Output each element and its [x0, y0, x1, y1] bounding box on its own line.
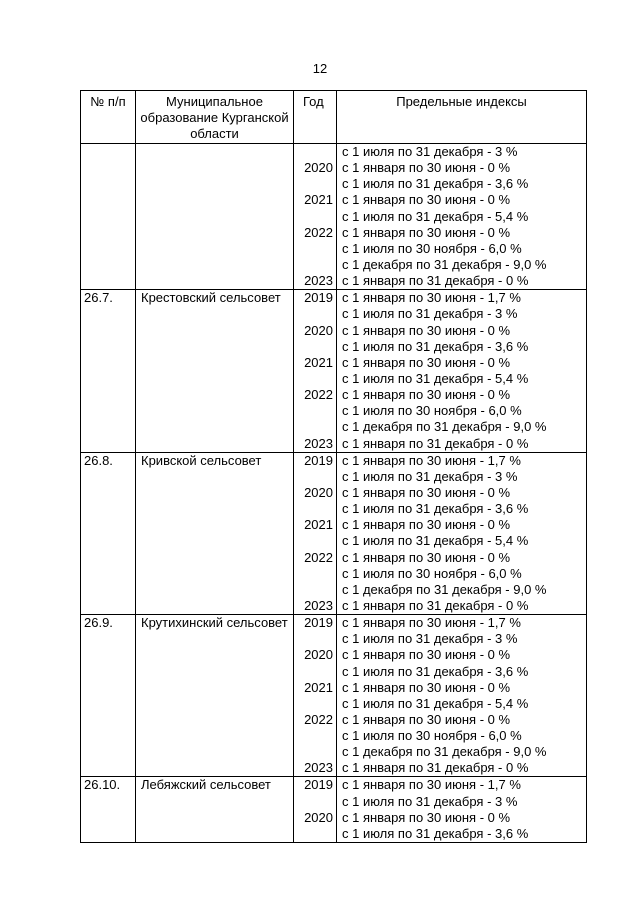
index-line: с 1 июля по 31 декабря - 5,4 %: [342, 370, 529, 386]
index-line: с 1 декабря по 31 декабря - 9,0 %: [342, 256, 547, 272]
index-line: с 1 июля по 31 декабря - 5,4 %: [342, 695, 529, 711]
header-limit-indices: Предельные индексы: [337, 91, 587, 144]
year-line: [294, 176, 333, 192]
index-line: с 1 июля по 30 ноября - 6,0 %: [342, 403, 522, 419]
index-line: с 1 января по 30 июня - 1,7 %: [342, 452, 521, 468]
index-line: с 1 января по 30 июня - 0 %: [342, 679, 511, 695]
year-line: [294, 339, 333, 355]
index-line: с 1 января по 30 июня - 0 %: [342, 192, 511, 208]
year-line: [294, 403, 333, 419]
year-line: [294, 371, 333, 387]
year-line: 2023: [304, 435, 333, 451]
municipality-name: [136, 144, 294, 290]
index-line: с 1 июля по 31 декабря - 3,6 %: [342, 825, 529, 841]
year-line: [294, 728, 333, 744]
year-line: [294, 533, 333, 549]
header-year: Год: [294, 91, 337, 144]
year-line: 2020: [304, 160, 333, 176]
index-line: с 1 января по 30 июня - 0 %: [342, 517, 511, 533]
index-line: с 1 июля по 31 декабря - 3 %: [342, 468, 518, 484]
year-line: [294, 257, 333, 273]
year-line: [294, 794, 333, 810]
year-line: 2020: [304, 809, 333, 825]
year-line: 2020: [304, 322, 333, 338]
indices-cell: [337, 144, 587, 290]
index-line: с 1 января по 30 июня - 1,7 %: [342, 290, 521, 306]
year-line: [294, 241, 333, 257]
index-line: с 1 января по 30 июня - 0 %: [342, 224, 511, 240]
year-line: 2021: [304, 192, 333, 208]
index-line: с 1 января по 30 июня - 0 %: [342, 711, 511, 727]
index-line: с 1 января по 30 июня - 0 %: [342, 484, 511, 500]
municipality-name: [136, 615, 294, 777]
index-line: с 1 июля по 31 декабря - 3 %: [342, 631, 518, 647]
index-line: с 1 июля по 31 декабря - 3,6 %: [342, 338, 529, 354]
limit-indices-table: [80, 90, 587, 843]
table-body: [81, 144, 587, 843]
municipality-name: [136, 777, 294, 843]
year-line: 2020: [304, 647, 333, 663]
municipality-name-text: Крутихинский сельсовет: [141, 615, 288, 631]
year-line: 2022: [304, 387, 333, 403]
index-line: с 1 января по 30 июня - 0 %: [342, 387, 511, 403]
index-line: с 1 июля по 30 ноября - 6,0 %: [342, 240, 522, 256]
index-line: с 1 декабря по 31 декабря - 9,0 %: [342, 581, 547, 597]
indices-cell: [337, 777, 587, 843]
year-cell: [294, 777, 337, 843]
index-line: с 1 июля по 30 ноября - 6,0 %: [342, 728, 522, 744]
index-line: с 1 января по 30 июня - 0 %: [342, 549, 511, 565]
year-cell: [294, 144, 337, 290]
row-number: 26.7.: [81, 290, 136, 452]
year-line: [294, 209, 333, 225]
year-line: [294, 501, 333, 517]
year-line: [294, 826, 333, 842]
index-line: с 1 января по 30 июня - 0 %: [342, 354, 511, 370]
year-line: [294, 582, 333, 598]
index-line: с 1 января по 30 июня - 1,7 %: [342, 615, 521, 631]
year-cell: [294, 290, 337, 452]
index-line: с 1 января по 31 декабря - 0 %: [342, 597, 529, 613]
year-line: 2019: [304, 452, 333, 468]
year-line: [294, 469, 333, 485]
table-header-row: [81, 91, 587, 144]
index-line: с 1 января по 30 июня - 1,7 %: [342, 777, 521, 793]
year-line: [294, 664, 333, 680]
year-line: 2019: [304, 615, 333, 631]
table-row: [81, 290, 587, 452]
year-line: 2020: [304, 484, 333, 500]
index-line: с 1 января по 30 июня - 0 %: [342, 809, 511, 825]
municipality-name-text: Кривской сельсовет: [141, 452, 262, 468]
index-line: с 1 декабря по 31 декабря - 9,0 %: [342, 744, 547, 760]
year-line: [294, 419, 333, 435]
year-line: [294, 144, 333, 160]
index-line: с 1 января по 31 декабря - 0 %: [342, 760, 529, 776]
row-number: [81, 144, 136, 290]
index-line: с 1 января по 30 июня - 0 %: [342, 160, 511, 176]
index-line: с 1 июля по 31 декабря - 5,4 %: [342, 208, 529, 224]
index-line: с 1 июля по 31 декабря - 3 %: [342, 144, 518, 159]
year-line: 2021: [304, 517, 333, 533]
year-line: 2022: [304, 224, 333, 240]
table-row: [81, 777, 587, 843]
header-municipality: Муниципальное образование Курганской области: [136, 91, 294, 144]
index-line: с 1 декабря по 31 декабря - 9,0 %: [342, 419, 547, 435]
municipality-name-text: Крестовский сельсовет: [141, 290, 281, 306]
year-line: [294, 696, 333, 712]
indices-cell: [337, 615, 587, 777]
index-line: с 1 июля по 31 декабря - 3 %: [342, 793, 518, 809]
year-line: 2021: [304, 354, 333, 370]
year-cell: [294, 452, 337, 614]
year-line: 2022: [304, 711, 333, 727]
municipality-name: [136, 452, 294, 614]
indices-cell: [337, 452, 587, 614]
row-number: 26.9.: [81, 615, 136, 777]
index-line: с 1 июля по 31 декабря - 3 %: [342, 306, 518, 322]
row-number: 26.10.: [81, 777, 136, 843]
municipality-name: [136, 290, 294, 452]
index-line: с 1 июля по 31 декабря - 3,6 %: [342, 501, 529, 517]
year-line: 2021: [304, 679, 333, 695]
year-line: [294, 566, 333, 582]
table-row: [81, 452, 587, 614]
year-line: 2023: [304, 760, 333, 776]
year-line: 2019: [304, 777, 333, 793]
year-line: [294, 306, 333, 322]
page-number: 12: [312, 61, 328, 76]
indices-cell: [337, 290, 587, 452]
index-line: с 1 января по 31 декабря - 0 %: [342, 435, 529, 451]
index-line: с 1 июля по 31 декабря - 3,6 %: [342, 663, 529, 679]
index-line: с 1 января по 30 июня - 0 %: [342, 322, 511, 338]
index-line: с 1 июля по 31 декабря - 3,6 %: [342, 176, 529, 192]
year-line: [294, 744, 333, 760]
index-line: с 1 января по 30 июня - 0 %: [342, 647, 511, 663]
table-row: [81, 144, 587, 290]
year-line: 2022: [304, 549, 333, 565]
year-line: 2023: [304, 597, 333, 613]
header-num: № п/п: [81, 91, 136, 144]
index-line: с 1 января по 31 декабря - 0 %: [342, 273, 529, 289]
index-line: с 1 июля по 30 ноября - 6,0 %: [342, 565, 522, 581]
year-line: 2019: [304, 290, 333, 306]
table-row: [81, 615, 587, 777]
row-number: 26.8.: [81, 452, 136, 614]
year-line: 2023: [304, 273, 333, 289]
year-line: [294, 631, 333, 647]
index-line: с 1 июля по 31 декабря - 5,4 %: [342, 533, 529, 549]
municipality-name-text: Лебяжский сельсовет: [141, 777, 271, 793]
year-cell: [294, 615, 337, 777]
